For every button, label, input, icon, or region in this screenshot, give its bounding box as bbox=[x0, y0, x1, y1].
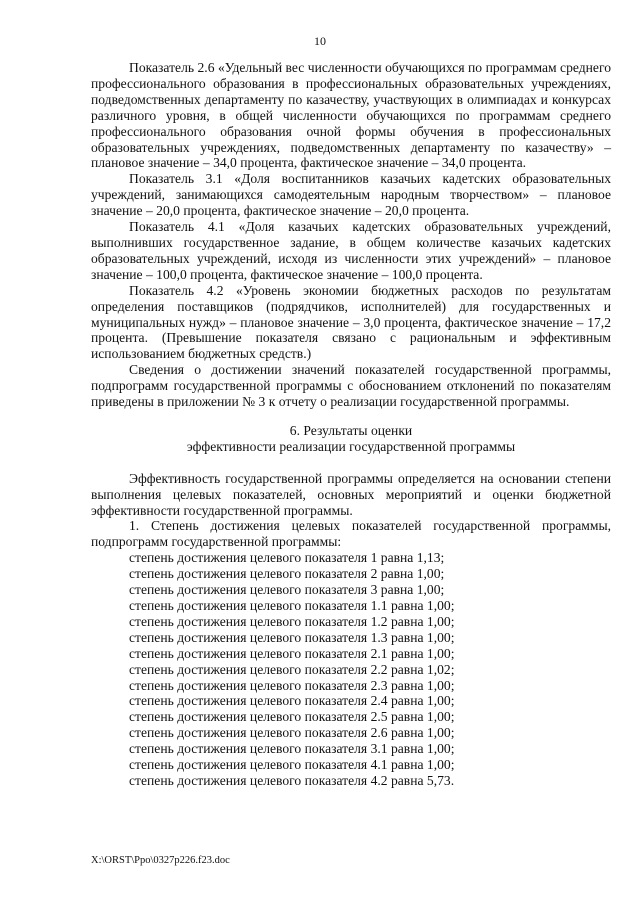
paragraph-efficiency-intro: Эффективность государственной программы определяется на основании степени выполнения целевых показателей, основных мероприятий и оценки бюджетной эффективности государственной программы. bbox=[91, 470, 611, 518]
list-item: степень достижения целевого показателя 2.4 равна 1,00; bbox=[129, 693, 455, 709]
list-item: степень достижения целевого показателя 1 равна 1,13; bbox=[129, 550, 445, 566]
list-item: степень достижения целевого показателя 4.2 равна 5,73. bbox=[129, 772, 455, 788]
section-heading-line-1: 6. Результаты оценки bbox=[289, 422, 413, 438]
section-heading bbox=[91, 423, 611, 455]
indicator-list bbox=[91, 550, 611, 789]
paragraph-degree-intro: 1. Степень достижения целевых показателей государственной программы, подпрограмм государственной программы: bbox=[91, 518, 611, 550]
paragraph-indicator-3-1: Показатель 3.1 «Доля воспитанников казачьих кадетских образовательных учреждений, занимающихся самодеятельным народным творчеством» – плановое значение – 20,0 процента, фактическое значение – 20,0 процента. bbox=[91, 171, 611, 219]
section-heading-line-2: эффективности реализации государственной программы bbox=[186, 438, 516, 454]
list-item: степень достижения целевого показателя 2.5 равна 1,00; bbox=[129, 709, 455, 725]
list-item: степень достижения целевого показателя 2.6 равна 1,00; bbox=[129, 725, 455, 741]
list-item: степень достижения целевого показателя 2 равна 1,00; bbox=[129, 566, 445, 582]
list-item: степень достижения целевого показателя 2.1 равна 1,00; bbox=[129, 645, 455, 661]
paragraph-indicator-2-6: Показатель 2.6 «Удельный вес численности обучающихся по программам среднего профессионального образования в профессиональных образовательных учреждениях, подведомственных департаменту по казачеству, участвующих в олимпиадах и конкурсах различного уровня, в общей численности обучающихся по программам среднего профессионального образования очной формы обучения в профессиональных образовательных учреждениях, подведомственных департаменту по казачеству» – плановое значение – 34,0 процента, фактическое значение – 34,0 процента. bbox=[91, 60, 611, 171]
list-item: степень достижения целевого показателя 1.1 равна 1,00; bbox=[129, 598, 455, 613]
footer-file-path: X:\ORST\Ppo\0327p226.f23.doc bbox=[91, 855, 230, 866]
paragraph-indicator-4-1: Показатель 4.1 «Доля казачьих кадетских образовательных учреждений, выполнивших государственное задание, в общем количестве казачьих кадетских образовательных учреждений, исходя из численности этих учреждений» – плановое значение – 100,0 процента, фактическое значение – 100,0 процента. bbox=[91, 219, 611, 282]
paragraph-indicator-4-2: Показатель 4.2 «Уровень экономии бюджетных расходов по результатам определения поставщиков (подрядчиков, исполнителей) для государственных и муниципальных нужд» – плановое значение – 3,0 процента, фактическое значение – 17,2 процента. (Превышение показателя связано с рациональным и эффективным использованием бюджетных средств.) bbox=[91, 282, 611, 362]
list-item: степень достижения целевого показателя 2.3 равна 1,00; bbox=[129, 677, 455, 693]
list-item: степень достижения целевого показателя 4.1 равна 1,00; bbox=[129, 757, 455, 773]
list-item: степень достижения целевого показателя 3.1 равна 1,00; bbox=[129, 741, 455, 757]
list-item: степень достижения целевого показателя 3 равна 1,00; bbox=[129, 582, 445, 598]
page-number: 10 bbox=[314, 34, 326, 48]
paragraph-appendix-reference: Сведения о достижении значений показателей государственной программы, подпрограмм государственной программы с обоснованием отклонений по показателям приведены в приложении № 3 к отчету о реализации государственной программы. bbox=[91, 362, 611, 410]
list-item: степень достижения целевого показателя 1.3 равна 1,00; bbox=[129, 629, 455, 645]
list-item: степень достижения целевого показателя 2.2 равна 1,02; bbox=[129, 661, 455, 677]
list-item: степень достижения целевого показателя 1.2 равна 1,00; bbox=[129, 613, 455, 629]
document-body bbox=[91, 60, 611, 789]
